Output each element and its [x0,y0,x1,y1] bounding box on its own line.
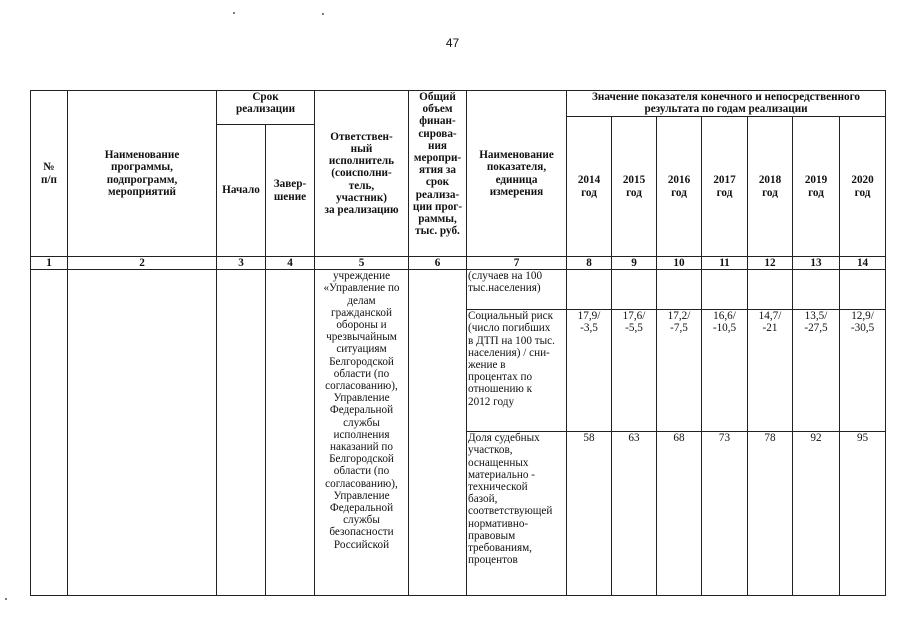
indicators-table [30,90,886,596]
header-year-2018: 2018 год [748,117,793,257]
column-number: 2 [68,257,217,270]
cell-num [31,270,68,596]
cell-value: 17,6/ -5,5 [612,310,657,432]
header-end: Завер- шение [266,125,315,257]
cell-name [68,270,217,596]
cell-value: 68 [657,432,702,596]
cell-value: 92 [793,432,840,596]
column-number: 3 [217,257,266,270]
table-row [31,270,886,310]
scan-speck [233,12,235,14]
cell-volume [409,270,467,596]
cell-value: 63 [612,432,657,596]
column-number: 11 [702,257,748,270]
cell-value: 13,5/ -27,5 [793,310,840,432]
column-number: 10 [657,257,702,270]
cell-value [840,270,886,310]
column-number: 1 [31,257,68,270]
column-number-row [31,257,886,270]
column-number: 13 [793,257,840,270]
scan-speck [5,598,7,600]
cell-value: 95 [840,432,886,596]
header-year-2015: 2015 год [612,117,657,257]
cell-indicator: Доля судебных участков, оснащенных материально - технической базой, соответствующей нормативно- правовым требованиям, процентов [467,432,567,596]
cell-value [567,270,612,310]
column-number: 4 [266,257,315,270]
cell-value: 78 [748,432,793,596]
cell-value [612,270,657,310]
header-year-2019: 2019 год [793,117,840,257]
cell-value: 73 [702,432,748,596]
header-year-2016: 2016 год [657,117,702,257]
cell-indicator: (случаев на 100 тыс.населения) [467,270,567,310]
column-number: 12 [748,257,793,270]
header-year-2014: 2014 год [567,117,612,257]
header-values-title: Значение показателя конечного и непосредственного результата по годам реализации [567,91,886,117]
cell-value: 14,7/ -21 [748,310,793,432]
cell-responsible: учреждение «Управление по делам гражданской обороны и чрезвычайным ситуациям Белгородской области (по согласованию), Управление Федеральной службы исполнения наказаний по Белгородской области (по согласованию), Управление Федеральной службы безопасности Российской [315,270,409,596]
header-name: Наименование программы, подпрограмм, мероприятий [68,91,217,257]
scan-speck [322,13,324,15]
header-start: Начало [217,125,266,257]
header-term: Срок реализации [217,91,315,125]
column-number: 8 [567,257,612,270]
cell-indicator: Социальный риск (число погибших в ДТП на 100 тыс. населения) / сни- жение в процентах по отношению к 2012 году [467,310,567,432]
cell-value: 58 [567,432,612,596]
column-number: 5 [315,257,409,270]
cell-value [748,270,793,310]
cell-value [702,270,748,310]
header-indicator: Наименование показателя, единица измерения [467,91,567,257]
column-number: 7 [467,257,567,270]
header-responsible: Ответствен- ный исполнитель (соисполни- тель, участник) за реализацию [315,91,409,257]
column-number: 6 [409,257,467,270]
page-number: 47 [445,36,460,50]
cell-value: 17,2/ -7,5 [657,310,702,432]
header-year-2020: 2020 год [840,117,886,257]
cell-start [217,270,266,596]
column-number: 9 [612,257,657,270]
cell-value: 17,9/ -3,5 [567,310,612,432]
cell-end [266,270,315,596]
header-volume: Общий объем финан- сирова- ния меропри- ятия за срок реализа- ции прог- раммы, тыс. руб. [409,91,467,257]
cell-value [793,270,840,310]
cell-value: 16,6/ -10,5 [702,310,748,432]
header-year-2017: 2017 год [702,117,748,257]
header-num: № п/п [31,91,68,257]
cell-value [657,270,702,310]
cell-value: 12,9/ -30,5 [840,310,886,432]
column-number: 14 [840,257,886,270]
